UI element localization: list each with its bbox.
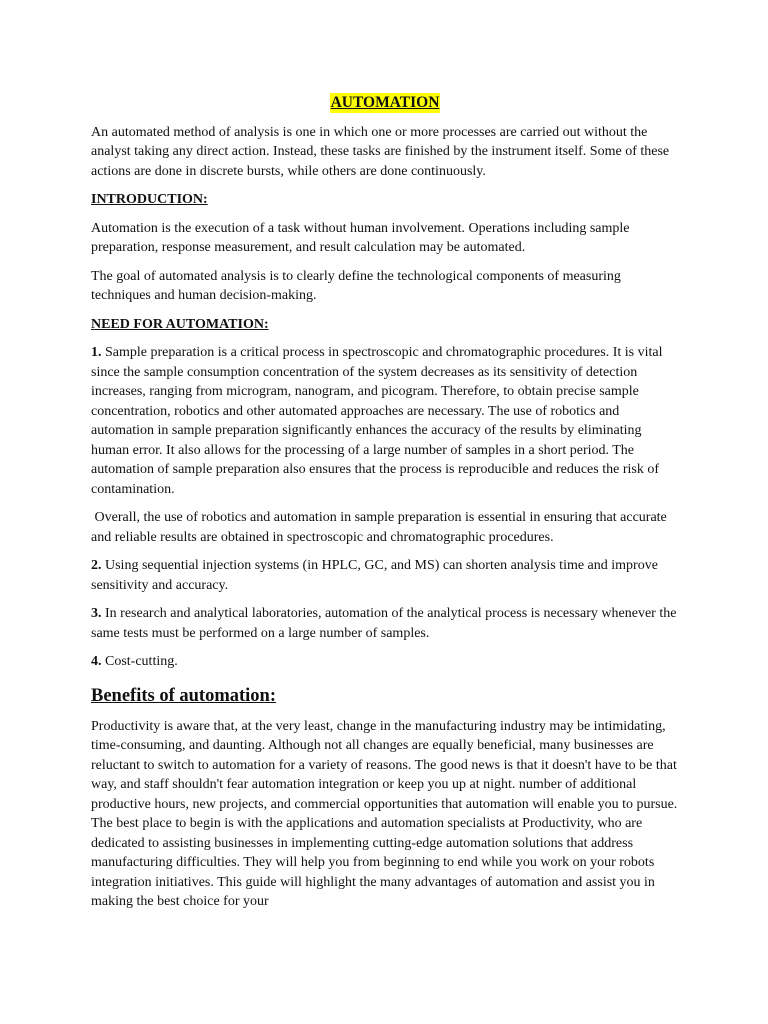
need-item-3: [91, 604, 679, 643]
introduction-paragraph-2: The goal of automated analysis is to clearly define the technological components of measuring techniques and human decision-making.: [91, 268, 621, 303]
need-item-3-text: In research and analytical laboratories, automation of the analytical process is necessary whenever the same tests must be performed on a large number of samples.: [91, 606, 677, 641]
document-body: [91, 93, 679, 921]
benefits-heading: Benefits of automation:: [91, 685, 276, 706]
introduction-paragraph-1: Automation is the execution of a task without human involvement. Operations including sample preparation, response measurement, and result calculation may be automated.: [91, 220, 630, 255]
need-item-2-text: Using sequential injection systems (in HPLC, GC, and MS) can shorten analysis time and improve sensitivity and accuracy.: [91, 558, 658, 593]
need-item-4: [91, 652, 679, 672]
need-item-1-text: Sample preparation is a critical process in spectroscopic and chromatographic procedures. It is vital since the sample consumption concentration of the system decreases as its sensitivity of detection increases, ranging from microgram, nanogram, and picogram. Therefore, to obtain precise sample concentration, robotics and other automated approaches are necessary. The use of robotics and automation in sample preparation significantly enhances the accuracy of the results by eliminating human error. It also allows for the processing of a large number of samples in a short period. The automation of sample preparation also ensures that the process is reproducible and reduces the risk of contamination.: [91, 345, 663, 497]
benefits-paragraph: Productivity is aware that, at the very least, change in the manufacturing industry may be intimidating, time-consuming, and daunting. Although not all changes are equally beneficial, many businesses are reluctant to switch to automation for a variety of reasons. The good news is that it doesn't have to be that way, and staff shouldn't fear automation integration or keep you up at night. number of additional productive hours, new projects, and commercial opportunities that automation will enable you to pursue. The best place to begin is with the applications and automation specialists at Productivity, who are dedicated to assisting businesses in implementing cutting-edge automation solutions that address manufacturing difficulties. They will help you from beginning to end while you work on your robots integration initiatives. This guide will highlight the many advantages of automation and assist you in making the best choice for your: [91, 718, 678, 909]
need-item-4-number: 4.: [91, 654, 102, 669]
document-title: AUTOMATION: [330, 94, 440, 111]
title-container: [91, 93, 679, 114]
need-item-4-text: Cost-cutting.: [101, 654, 178, 669]
introduction-heading-colon: :: [203, 192, 208, 207]
introduction-heading-text: INTRODUCTION: [91, 192, 204, 207]
intro-paragraph: An automated method of analysis is one in which one or more processes are carried out without the analyst taking any direct action. Instead, these tasks are finished by the instrument itself. Some of these actions are done in discrete bursts, while others are done continuously.: [91, 124, 670, 179]
need-item-2: [91, 556, 679, 595]
need-item-3-number: 3.: [91, 606, 102, 621]
need-item-2-number: 2.: [91, 558, 102, 573]
need-item-1-number: 1.: [91, 345, 102, 360]
introduction-heading: [91, 190, 679, 210]
need-item-1: [91, 343, 679, 499]
need-overall-paragraph: Overall, the use of robotics and automation in sample preparation is essential in ensuring that accurate and reliable results are obtained in spectroscopic and chromatographic procedures.: [91, 510, 671, 545]
need-heading: NEED FOR AUTOMATION:: [91, 316, 269, 332]
